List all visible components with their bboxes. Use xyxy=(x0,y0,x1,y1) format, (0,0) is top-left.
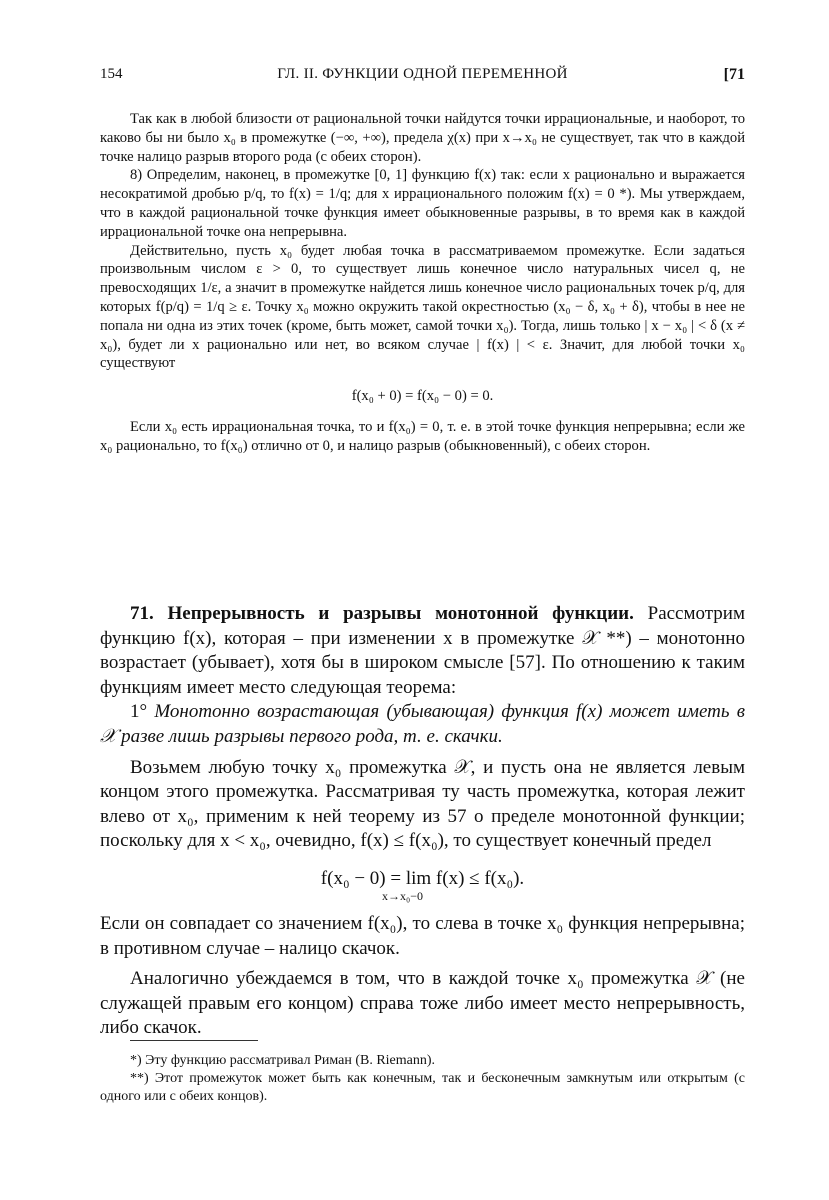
formula-monotone-limit xyxy=(100,868,745,902)
theorem-number: 1° xyxy=(130,701,148,723)
top-text xyxy=(100,110,745,456)
theorem-statement: Монотонно возрастающая (убывающая) функция f(x) может иметь в 𝒳 разве лишь разрывы первого рода, т. е. скачки. xyxy=(100,701,745,747)
formula-main: f(x₀ − 0) = lim f(x) ≤ f(x₀). xyxy=(320,867,525,889)
footnote-1: *) Эту функцию рассматривал Риман (B. Riemann). xyxy=(130,1053,436,1068)
paragraph-irrational-points: Так как в любой близости от рациональной точки найдутся точки иррациональные, и наоборот, то каково бы ни было x₀ в промежутке (−∞, +∞), предела χ(x) при x→x₀ не существует, так что в каждой точке налицо разрыв второго рода (с обеих сторон). xyxy=(100,111,745,165)
paragraph-conclusion: Если x₀ есть иррациональная точка, то и f(x₀) = 0, т. е. в этой точке функция непрерывна; если же x₀ рационально, то f(x₀) отлично от 0, и налицо разрыв (обыкновенный), с обеих сторон. xyxy=(100,418,745,454)
paragraph-left-continuity: Если он совпадает со значением f(x₀), то слева в точке x₀ функция непрерывна; в противном случае – налицо скачок. xyxy=(100,912,745,959)
paragraph-riemann-function: 8) Определим, наконец, в промежутке [0, 1] функцию f(x) так: если x рационально и выражается несократимой дробью p/q, то f(x) = 1/q; для x иррационального положим f(x) = 0 *). Мы утверждаем, что в каждой рациональной точке функция имеет обыкновенные разрывы, в то время как в каждой иррациональной точке она непрерывна. xyxy=(100,167,745,240)
formula-subscript: x→x₀−0 xyxy=(382,888,423,903)
paragraph-proof: Действительно, пусть x₀ будет любая точка в рассматриваемом промежутке. Если задаться произвольным числом ε > 0, то существует лишь конечное число натуральных чисел q, не превосходящих 1/ε, а значит в промежутке найдется лишь конечное число рациональных точек p/q, для которых f(p/q) = 1/q ≥ ε. Точку x₀ можно окружить такой окрестностью (x₀ − δ, x₀ + δ), чтобы в нее не попала ни одна из этих точек (кроме, быть может, самой точки x₀). Тогда, лишь только | x − x₀ | < δ (x ≠ x₀), будет ли x рационально или нет, во всяком случае | f(x) | < ε. Значит, для любой точки x₀ существуют xyxy=(100,242,745,372)
page-number: 154 xyxy=(100,66,123,82)
formula-limits: f(x₀ + 0) = f(x₀ − 0) = 0. xyxy=(351,388,494,405)
footnote-rule xyxy=(130,1040,258,1041)
paragraph-right-side: Аналогично убеждаемся в том, что в каждой точке x₀ промежутка 𝒳 (не служащей правым его концом) справа тоже либо имеет место непрерывность, либо скачок. xyxy=(100,968,745,1039)
running-title: ГЛ. II. ФУНКЦИИ ОДНОЙ ПЕРЕМЕННОЙ xyxy=(277,66,568,82)
section-71 xyxy=(100,602,745,1041)
footnote-2: **) Этот промежуток может быть как конечным, так и бесконечным замкнутым или открытым (с одного или с обеих концов). xyxy=(100,1071,745,1104)
section-heading: 71. Непрерывность и разрывы монотонной функции. xyxy=(130,603,634,624)
footnotes xyxy=(100,1052,745,1106)
paragraph-left-limit: Возьмем любую точку x₀ промежутка 𝒳, и пусть она не является левым концом этого промежутка. Рассматривая ту часть промежутка, которая лежит влево от x₀, применим к ней теорему из 57 о пределе монотонной функции; поскольку для x < x₀, очевидно, f(x) ≤ f(x₀), то существует конечный предел xyxy=(100,756,745,852)
section-intro: Рассмотрим функцию f(x), которая – при изменении x в промежутке 𝒳 **) – монотонно возрастает (убывает), хотя бы в широком смысле [57]. По отношению к таким функциям имеет место следующая теорема: xyxy=(100,603,745,698)
section-number: [71 xyxy=(723,66,745,83)
